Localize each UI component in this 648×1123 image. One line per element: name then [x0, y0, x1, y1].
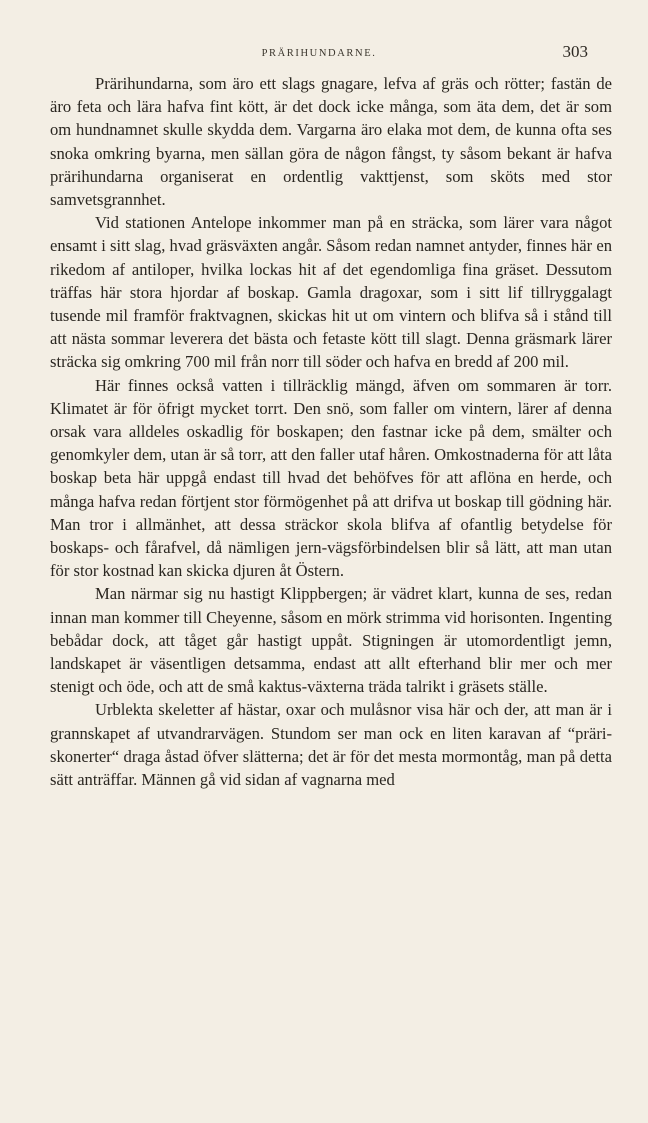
paragraph-water-climate: Här finnes också vatten i tillräcklig mängd, äfven om sommaren är torr. Klimatet är för öfrigt mycket torrt. Den snö, som faller om vintern, lärer af denna orsak vara alldeles oskadlig för boskapen; den fastnar icke på dem, smälter och genomkyler dem, utan är så torr, att den faller utaf håren. Omkostnaderna för att låta boskap beta här uppgå endast till hvad det behöfves för att aflöna en herde, och många hafva redan förtjent stor förmögenhet på att drifva ut boskap till gödning här. Man tror i allmänhet, att dessa sträckor skola blifva af ofantlig betydelse för boskaps- och fårafvel, då nämligen jern-vägsförbindelsen blir så lätt, att man utan för stor kostnad kan skicka djuren åt Östern.	[50, 375, 612, 581]
body-text	[50, 72, 612, 791]
running-head	[50, 40, 588, 68]
paragraph-prairie-dogs: Prärihundarna, som äro ett slags gnagare, lefva af gräs och rötter; fastän de äro feta och lära hafva fint kött, är det dock icke många, som äta dem, det är som om hundnamnet skulle skydda dem. Vargarna äro elaka mot dem, de kunna ofta ses snoka omkring byarna, men sällan göra de någon fångst, ty såsom bekant är hafva prärihundarna organiserat en ordentlig vakttjenst, som sköts med stor samvetsgrannhet.	[50, 74, 612, 210]
paragraph-antelope-station: Vid stationen Antelope inkommer man på en sträcka, som lärer vara något ensamt i sitt slag, hvad gräsväxten angår. Såsom redan namnet antyder, finnes här en rikedom af antiloper, hvilka lockas hit af det egendomliga fina gräset. Dessutom träffas här stora hjordar af boskap. Gamla dragoxar, som i sitt lif tillryggalagt tusende mil framför fraktvagnen, skickas hit ut om vintern och blifva så i stånd till att nästa sommar leverera det bästa och fetaste kött till slagt. Denna gräsmark lärer sträcka sig omkring 700 mil från norr till söder och hafva en bredd af 200 mil.	[50, 213, 612, 372]
paragraph-emigrant-trail: Urblekta skeletter af hästar, oxar och mulåsnor visa här och der, att man är i grannskapet af utvandrarvägen. Stundom ser man ock en liten karavan af “präri-skonerter“ draga åstad öfver slätterna; det är för det mesta mormontåg, man på detta sätt anträffar. Männen gå vid sidan af vagnarna med	[50, 700, 612, 790]
page-number: 303	[562, 42, 588, 61]
paragraph-rocky-mountains: Man närmar sig nu hastigt Klippbergen; är vädret klart, kunna de ses, redan innan man kommer till Cheyenne, såsom en mörk strimma vid horisonten. Ingenting bebådar dock, att tåget går hastigt uppåt. Stigningen är utomordentligt jemn, landskapet är väsentligen detsamma, endast att allt efterhand blir mer och mer stenigt och öde, och att de små kaktus-växterna träda talrikt i gräsets ställe.	[50, 584, 612, 697]
chapter-running-title: PRÄRIHUNDARNE.	[261, 48, 377, 59]
